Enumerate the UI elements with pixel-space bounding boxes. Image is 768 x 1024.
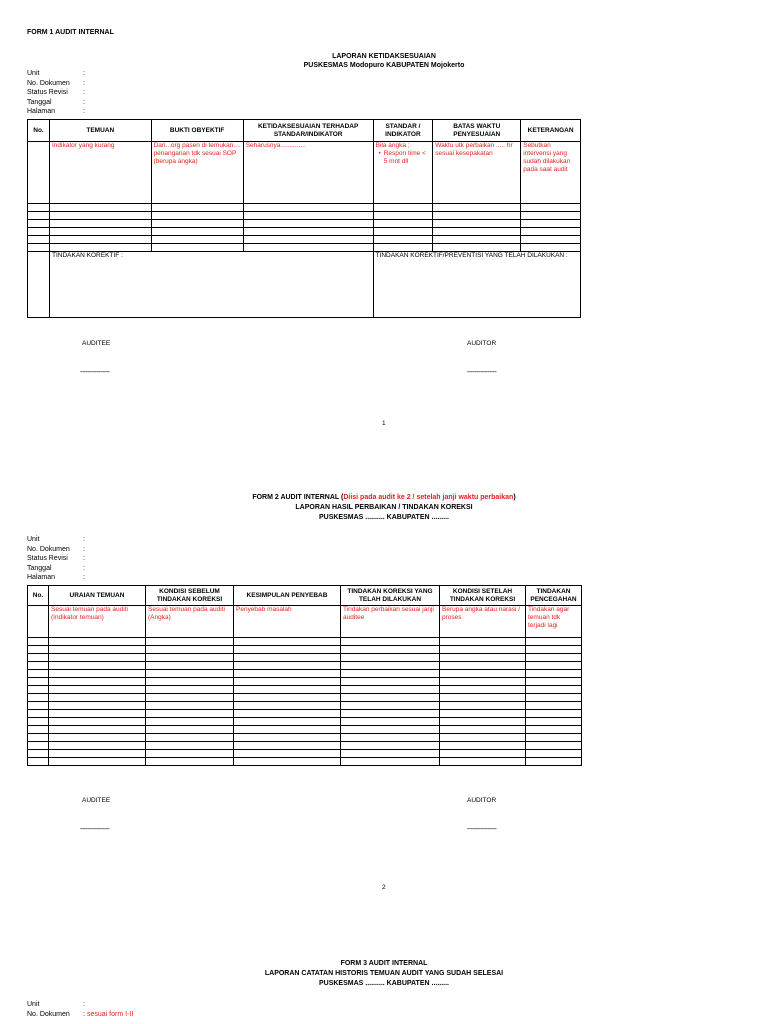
form1-meta (27, 69, 93, 117)
auditor-signature-line: ---------------- (467, 826, 497, 833)
form2-title: LAPORAN HASIL PERBAIKAN / TINDAKAN KOREKSI (295, 504, 473, 511)
col-header: No. (28, 120, 50, 142)
table-row (28, 662, 582, 670)
table-row (28, 646, 582, 654)
meta-sep: : (83, 536, 85, 543)
table-row (28, 236, 581, 244)
form2-label-text: FORM 2 AUDIT INTERNAL ( (252, 494, 344, 501)
table-row (28, 694, 582, 702)
meta-sep: : (83, 79, 85, 87)
meta-key: Halaman (27, 574, 56, 581)
table-row (28, 710, 582, 718)
table-header-row (28, 586, 582, 606)
table-row (28, 718, 582, 726)
table-row (28, 678, 582, 686)
cell-standar (373, 142, 433, 204)
table-row (28, 734, 582, 742)
table-row (28, 742, 582, 750)
meta-sep: : (83, 1001, 85, 1008)
table-header-row (28, 120, 581, 142)
form2-table (27, 585, 582, 766)
table-row (28, 758, 582, 766)
form1-title: LAPORAN KETIDAKSESUAIAN (332, 53, 436, 60)
cell-keterangan: Sebutkan intervensi yang sudah dilakukan pada saat audit (521, 142, 581, 204)
meta-sep: : (83, 98, 85, 106)
col-header: KETERANGAN (521, 120, 581, 142)
meta-key: Unit (27, 1001, 40, 1008)
auditor-label: AUDITOR (467, 340, 497, 347)
page-number: 1 (382, 420, 386, 427)
form3-label: FORM 3 AUDIT INTERNAL (340, 960, 428, 967)
standar-intro: Bila angka ; (375, 142, 410, 149)
meta-key: No. Dokumen (27, 545, 70, 553)
bullet-icon: • (378, 150, 381, 157)
col-header: STANDAR / INDIKATOR (373, 120, 433, 142)
col-header: KETIDAKSESUAIAN TERHADAP STANDAR/INDIKATOR (243, 120, 373, 142)
table-row (28, 750, 582, 758)
col-header: BUKTI OBYEKTIF (151, 120, 243, 142)
form3-subtitle: PUSKESMAS .......... KABUPATEN ......... (318, 980, 450, 987)
col-header: BATAS WAKTU PENYESUAIAN (433, 120, 521, 142)
meta-value: sesuai form I-II (87, 1010, 134, 1018)
cell-uraian: Sesuai temuan pada auditi (Indikator temuan) (49, 606, 146, 638)
meta-sep: : (83, 564, 85, 572)
col-header: TINDAKAN KOREKSI YANG TELAH DILAKUKAN (341, 586, 440, 606)
form1-label: FORM 1 AUDIT INTERNAL (27, 29, 114, 36)
cell-pencegahan: Tindakan agar temuan tdk terjadi lagi (526, 606, 582, 638)
col-header: KONDISI SETELAH TINDAKAN KOREKSI (440, 586, 526, 606)
cell-batas: Waktu utk perbaikan ..... hr sesuai kesepakatan (433, 142, 521, 204)
table-row (28, 220, 581, 228)
meta-sep: : (83, 1010, 85, 1018)
meta-key: Halaman (27, 108, 56, 115)
table-row (28, 702, 582, 710)
cell-bukti: Dari...org pasen di temukan.... penanganan tdk sesuai SOP (berupa angka) (151, 142, 243, 204)
auditee-label: AUDITEE (82, 797, 111, 804)
form1-table (27, 119, 581, 318)
meta-key: No. Dokumen (27, 1010, 70, 1018)
meta-sep: : (83, 89, 85, 96)
table-row (28, 638, 582, 646)
table-row (28, 228, 581, 236)
meta-key: Unit (27, 70, 40, 77)
page-number: 2 (382, 884, 386, 891)
table-row (28, 142, 581, 204)
standar-bullet-item (376, 150, 431, 166)
meta-key: Status Revisi (27, 555, 68, 562)
meta-key: Unit (27, 536, 40, 543)
meta-sep: : (83, 545, 85, 553)
table-row (28, 670, 582, 678)
meta-sep: : (83, 108, 85, 115)
tindakan-korektif-preventisi: TINDAKAN KOREKTIF/PREVENTISI YANG TELAH DILAKUKAN : (373, 252, 580, 318)
col-header: TEMUAN (49, 120, 151, 142)
form2-subtitle: PUSKESMAS .......... KABUPATEN ......... (318, 514, 450, 521)
meta-key: Status Revisi (27, 89, 68, 96)
col-header: KONDISI SEBELUM TINDAKAN KOREKSI (146, 586, 234, 606)
col-header: TINDAKAN PENCEGAHAN (526, 586, 582, 606)
standar-bullet: Respon time < 5 mnt dll (383, 150, 426, 165)
col-header: KESIMPULAN PENYEBAB (234, 586, 341, 606)
auditor-signature-line: ---------------- (467, 369, 497, 376)
meta-sep: : (83, 574, 85, 581)
cell-no (28, 606, 49, 638)
form2-label-end: ) (513, 494, 516, 501)
meta-key: No. Dokumen (27, 79, 70, 87)
tindakan-korektif: TINDAKAN KOREKTIF : (49, 252, 373, 318)
cell-ketidaksesuaian: Seharusnya.............. (243, 142, 373, 204)
meta-key: Tanggal (27, 98, 52, 106)
meta-sep: : (83, 70, 85, 77)
auditor-label: AUDITOR (467, 797, 497, 804)
meta-sep: : (83, 555, 85, 562)
meta-key: Tanggal (27, 564, 52, 572)
form2-label-note: Diisi pada audit ke 2 / setelah janji waktu perbaikan (343, 494, 514, 501)
cell-setelah: Berupa angka atau narasi / proses (440, 606, 526, 638)
auditee-signature-line: ---------------- (80, 369, 110, 376)
auditee-label: AUDITEE (82, 340, 111, 347)
table-row (28, 212, 581, 220)
table-row (28, 244, 581, 252)
col-header: URAIAN TEMUAN (49, 586, 146, 606)
cell-koreksi: Tindakan perbaikan sesuai janji auditee (341, 606, 440, 638)
table-row (28, 726, 582, 734)
col-header: No. (28, 586, 49, 606)
form1-subtitle: PUSKESMAS Modopuro KABUPATEN Mojokerto (303, 62, 465, 69)
table-row (28, 204, 581, 212)
table-row (28, 606, 582, 638)
table-row (28, 686, 582, 694)
form2-meta (27, 535, 93, 583)
cell-sebelum: Sesuai temuan pada auditi (Angka) (146, 606, 234, 638)
auditee-signature-line: ---------------- (80, 826, 110, 833)
cell-temuan: Indikator yang kurang (49, 142, 151, 204)
cell-penyebab: Penyebab masalah (234, 606, 341, 638)
table-row (28, 654, 582, 662)
form3-title: LAPORAN CATATAN HISTORIS TEMUAN AUDIT YANG SUDAH SELESAI (264, 970, 504, 977)
corrective-row (28, 252, 581, 318)
form2-label (0, 494, 768, 501)
cell-no (28, 142, 50, 204)
form3-meta (27, 1000, 133, 1019)
